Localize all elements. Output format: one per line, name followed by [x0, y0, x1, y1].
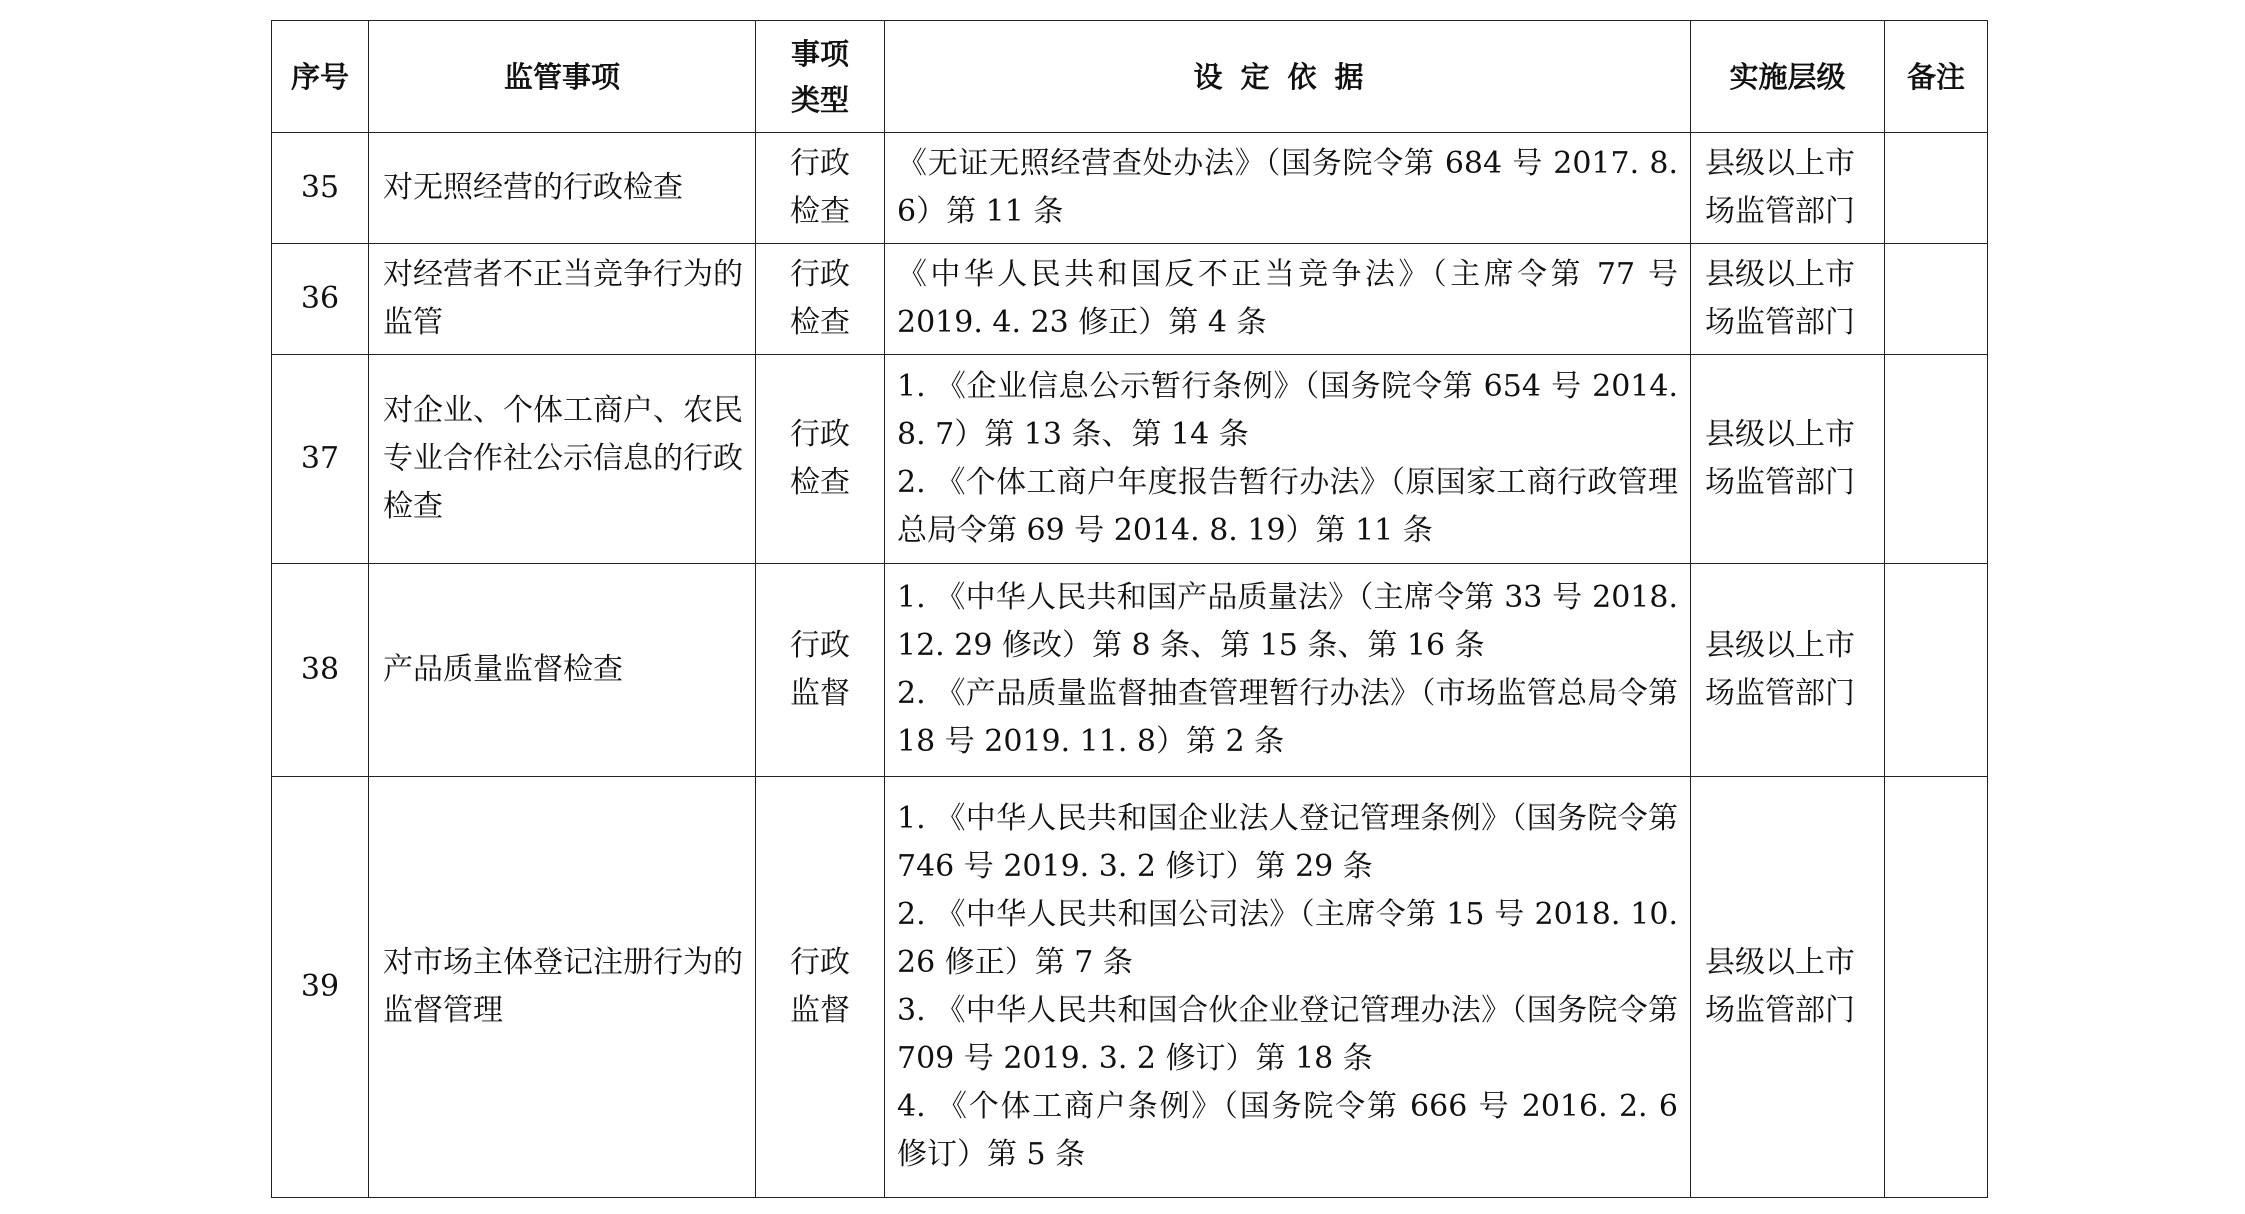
header-remarks: 备注 — [1885, 21, 1988, 133]
header-legal-basis: 设定依据 — [885, 21, 1691, 133]
cell-legal-basis — [885, 244, 1691, 355]
basis-entry: 2. 《产品质量监督抽查管理暂行办法》（市场监管总局令第 18 号 2019. 11. 8）第 2 条 — [897, 676, 1678, 759]
cell-implementation-level: 县级以上市场监管部门 — [1691, 777, 1885, 1198]
header-serial-number: 序号 — [272, 21, 369, 133]
header-item-type — [756, 21, 885, 133]
header-supervision-item: 监管事项 — [369, 21, 756, 133]
cell-supervision-item: 对市场主体登记注册行为的监督管理 — [369, 777, 756, 1198]
cell-remarks — [1885, 777, 1988, 1198]
cell-supervision-item: 对企业、个体工商户、农民专业合作社公示信息的行政检查 — [369, 355, 756, 564]
cell-remarks — [1885, 564, 1988, 777]
cell-supervision-item: 对无照经营的行政检查 — [369, 133, 756, 244]
table-row — [272, 777, 1988, 1198]
cell-legal-basis — [885, 133, 1691, 244]
header-implementation-level: 实施层级 — [1691, 21, 1885, 133]
basis-entry: 《中华人民共和国反不正当竞争法》（主席令第 77 号 2019. 4. 23 修正）第 4 条 — [897, 257, 1678, 340]
table-header-row — [272, 21, 1988, 133]
basis-entry: 《无证无照经营查处办法》（国务院令第 684 号 2017. 8. 6）第 11 条 — [897, 146, 1678, 229]
table-row — [272, 244, 1988, 355]
header-item-type-text: 事项类型 — [790, 36, 849, 117]
cell-item-type: 行政监督 — [756, 564, 885, 777]
cell-serial-number: 37 — [272, 355, 369, 564]
cell-item-type: 行政监督 — [756, 777, 885, 1198]
cell-item-type: 行政检查 — [756, 133, 885, 244]
basis-entry: 2. 《个体工商户年度报告暂行办法》（原国家工商行政管理总局令第 69 号 2014. 8. 19）第 11 条 — [897, 465, 1678, 548]
basis-entry: 3. 《中华人民共和国合伙企业登记管理办法》（国务院令第 709 号 2019. 3. 2 修订）第 18 条 — [897, 993, 1678, 1076]
basis-entry: 4. 《个体工商户条例》（国务院令第 666 号 2016. 2. 6 修订）第 5 条 — [897, 1089, 1678, 1172]
cell-serial-number: 36 — [272, 244, 369, 355]
cell-supervision-item: 对经营者不正当竞争行为的监管 — [369, 244, 756, 355]
basis-entry: 1. 《企业信息公示暂行条例》（国务院令第 654 号 2014. 8. 7）第 13 条、第 14 条 — [897, 369, 1678, 452]
cell-implementation-level: 县级以上市场监管部门 — [1691, 133, 1885, 244]
basis-entry: 1. 《中华人民共和国产品质量法》（主席令第 33 号 2018. 12. 29 修改）第 8 条、第 15 条、第 16 条 — [897, 580, 1678, 663]
table-row — [272, 564, 1988, 777]
cell-item-type: 行政检查 — [756, 244, 885, 355]
cell-legal-basis — [885, 777, 1691, 1198]
table-row — [272, 133, 1988, 244]
cell-remarks — [1885, 244, 1988, 355]
cell-implementation-level: 县级以上市场监管部门 — [1691, 355, 1885, 564]
supervision-items-table — [271, 20, 1988, 1198]
cell-remarks — [1885, 355, 1988, 564]
basis-entry: 1. 《中华人民共和国企业法人登记管理条例》（国务院令第 746 号 2019. 3. 2 修订）第 29 条 — [897, 801, 1678, 884]
cell-serial-number: 38 — [272, 564, 369, 777]
cell-serial-number: 35 — [272, 133, 369, 244]
cell-serial-number: 39 — [272, 777, 369, 1198]
basis-entry: 2. 《中华人民共和国公司法》（主席令第 15 号 2018. 10. 26 修正）第 7 条 — [897, 897, 1678, 980]
cell-legal-basis — [885, 355, 1691, 564]
cell-item-type: 行政检查 — [756, 355, 885, 564]
cell-supervision-item: 产品质量监督检查 — [369, 564, 756, 777]
cell-legal-basis — [885, 564, 1691, 777]
cell-implementation-level: 县级以上市场监管部门 — [1691, 244, 1885, 355]
cell-implementation-level: 县级以上市场监管部门 — [1691, 564, 1885, 777]
cell-remarks — [1885, 133, 1988, 244]
table-row — [272, 355, 1988, 564]
